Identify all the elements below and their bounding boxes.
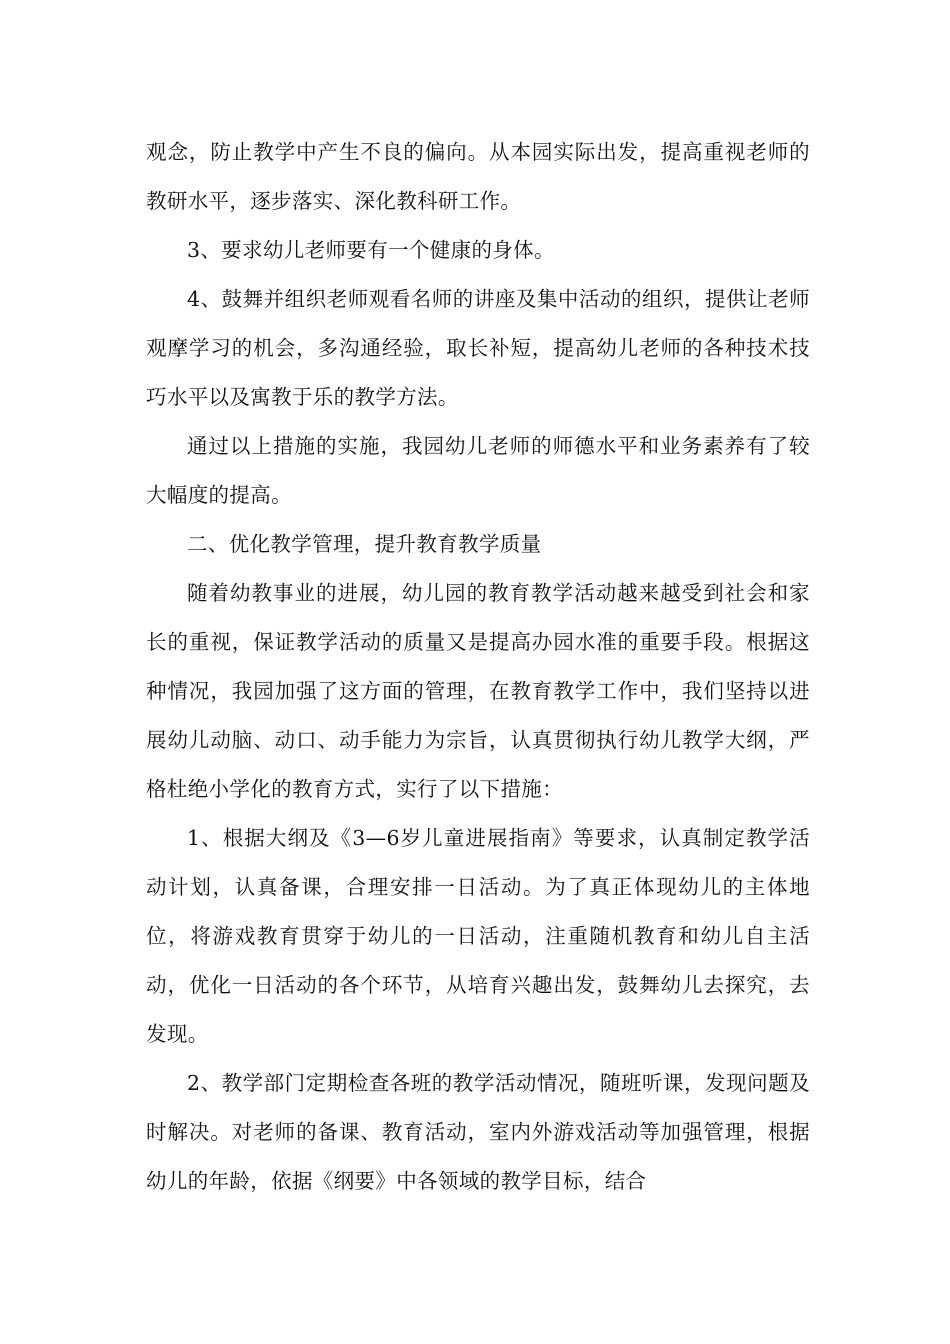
paragraph-section-intro: 随着幼教事业的进展，幼儿园的教育教学活动越来越受到社会和家长的重视，保证教学活动的质量又是提高办园水准的重要手段。根据这种情况，我园加强了这方面的管理，在教育教学工作中，我们坚持以进展幼儿动脑、动口、动手能力为宗旨，认真贯彻执行幼儿教学大纲，严格杜绝小学化的教育方式，实行了以下措施： [146,581,810,801]
document-body [146,128,810,1206]
paragraph-item-3: 3、要求幼儿老师要有一个健康的身体。 [187,238,555,262]
paragraph-continuation: 观念，防止教学中产生不良的偏向。从本园实际出发，提高重视老师的教研水平，逐步落实、深化教科研工作。 [146,140,810,213]
paragraph-item-4: 4、鼓舞并组织老师观看名师的讲座及集中活动的组织，提供让老师观摩学习的机会，多沟通经验，取长补短，提高幼儿老师的各种技术技巧水平以及寓教于乐的教学方法。 [146,287,810,409]
section-heading-2: 二、优化教学管理，提升教育教学质量 [187,532,542,556]
paragraph-measure-1: 1、根据大纲及《3—6岁儿童进展指南》等要求，认真制定教学活动计划，认真备课，合理安排一日活动。为了真正体现幼儿的主体地位，将游戏教育贯穿于幼儿的一日活动，注重随机教育和幼儿自主活动，优化一日活动的各个环节，从培育兴趣出发，鼓舞幼儿去探究，去发现。 [146,826,810,1046]
paragraph-summary: 通过以上措施的实施，我园幼儿老师的师德水平和业务素养有了较大幅度的提高。 [146,434,810,507]
paragraph-measure-2: 2、教学部门定期检查各班的教学活动情况，随班听课，发现问题及时解决。对老师的备课、教育活动，室内外游戏活动等加强管理，根据幼儿的年龄，依据《纲要》中各领域的教学目标，结合 [146,1071,810,1193]
